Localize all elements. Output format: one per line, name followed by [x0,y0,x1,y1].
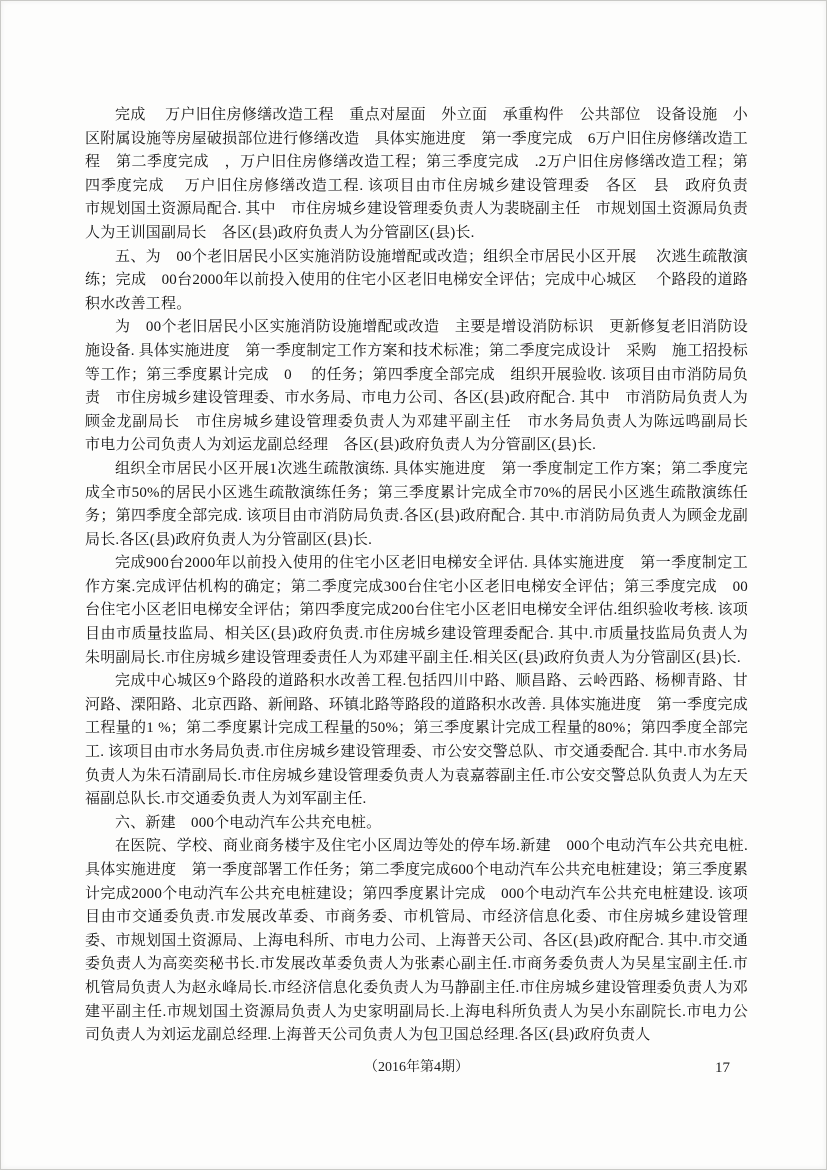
paragraph-evacuation-drills: 组织全市居民小区开展1次逃生疏散演练. 具体实施进度 第一季度制定工作方案；第二季度完成全市50%的居民小区逃生疏散演练任务；第三季度累计完成全市70%的居民小区逃生疏散演练任务；第四季度全部完成. 该项目由市消防局负责.各区(县)政府配合. 其中.市消防局负责人为顾金龙副局长.各区(县)政府负责人为分管副区(县)长. [85,460,748,548]
footer-page-number: 17 [715,1060,730,1076]
paragraph-elevator-assessment: 完成900台2000年以前投入使用的住宅小区老旧电梯安全评估. 具体实施进度 第一季度制定工作方案.完成评估机构的确定；第二季度完成300台住宅小区老旧电梯安全评估；第三季度完成 00台住宅小区老旧电梯安全评估；第四季度完成200台住宅小区老旧电梯安全评估.组织验收考核. 该项目由市质量技监局、相关区(县)政府负责.市住房城乡建设管理委配合. 其中.市质量技监局负责人为朱明副局长.市住房城乡建设管理委责任人为邓建平副主任.相关区(县)政府负责人为分管副区(县)长. [85,555,748,666]
page-footer [85,1057,748,1079]
paragraph-renovation-continued: 完成 万户旧住房修缮改造工程 重点对屋面 外立面 承重构件 公共部位 设备设施 小区附属设施等房屋破损部位进行修缮改造 具体实施进度 第一季度完成 6万户旧住房修缮改造工程 第二季度完成 ，万户旧住房修缮改造工程；第三季度完成 .2万户旧住房修缮改造工程；第四季度完成 万户旧住房修缮改造工程. 该项目由市住房城乡建设管理委 各区 县 政府负责 市规划国土资源局配合. 其中 市住房城乡建设管理委负责人为裴晓副主任 市规划国土资源局负责人为王训国副局长 各区(县)政府负责人为分管副区(县)长. [85,107,764,241]
paragraph-item6-heading: 六、新建 000个电动汽车公共充电桩。 [115,814,382,831]
paragraph-ev-charging-piles: 在医院、学校、商业商务楼宇及住宅小区周边等处的停车场.新建 000个电动汽车公共充电桩. 具体实施进度 第一季度部署工作任务；第二季度完成600个电动汽车公共充电桩建设；第三季度累计完成2000个电动汽车公共充电桩建设；第四季度累计完成 000个电动汽车公共充电桩建设. 该项目由市交通委负责.市发展改革委、市商务委、市机管局、市经济信息化委、市住房城乡建设管理委、市规划国土资源局、上海电科所、市电力公司、上海普天公司、各区(县)政府配合. 其中.市交通委负责人为高奕奕秘书长.市发展改革委负责人为张素心副主任.市商务委负责人为吴星宝副主任.市机管局负责人为赵永峰局长.市经济信息化委负责人为马静副主任.市住房城乡建设管理委负责人为邓建平副主任.市规划国土资源局负责人为史家明副局长.上海电科所负责人为吴小东副院长.市电力公司负责人为刘运龙副总经理.上海普天公司负责人为包卫国总经理.各区(县)政府负责人 [85,838,748,1044]
paragraph-fire-facilities: 为 00个老旧居民小区实施消防设施增配或改造 主要是增设消防标识 更新修复老旧消防设施设备. 具体实施进度 第一季度制定工作方案和技术标准；第二季度完成设计 采购 施工招投标等工作；第三季度累计完成 0 的任务；第四季度全部完成 组织开展验收. 该项目由市消防局负责 市住房城乡建设管理委、市水务局、市电力公司、各区(县)政府配合. 其中 市消防局负责人为顾金龙副局长 市住房城乡建设管理委负责人为邓建平副主任 市水务局负责人为陈远鸣副局长 市电力公司负责人为刘运龙副总经理 各区(县)政府负责人为分管副区(县)长. [85,319,764,454]
footer-issue-label: （2016年第4期） [364,1060,469,1075]
paragraph-item5-heading: 五、为 00个老旧居民小区实施消防设施增配或改造；组织全市居民小区开展 次逃生疏散演练；完成 00台2000年以前投入使用的住宅小区老旧电梯安全评估；完成中心城区 个路段的道路积水改善工程。 [85,248,748,312]
paragraph-road-waterlogging: 完成中心城区9个路段的道路积水改善工程.包括四川中路、顺昌路、云岭西路、杨柳青路、甘河路、溧阳路、北京西路、新闸路、环镇北路等路段的道路积水改善. 具体实施进度 第一季度完成工程量的1 %；第二季度累计完成工程量的50%；第三季度累计完成工程量的80%；第四季度全部完工. 该项目由市水务局负责.市住房城乡建设管理委、市公安交警总队、市交通委配合. 其中.市水务局负责人为朱石清副局长.市住房城乡建设管理委负责人为袁嘉蓉副主任.市公安交警总队负责人为左天福副总队长.市交通委负责人为刘军副主任. [85,673,748,808]
document-body [85,104,764,1048]
